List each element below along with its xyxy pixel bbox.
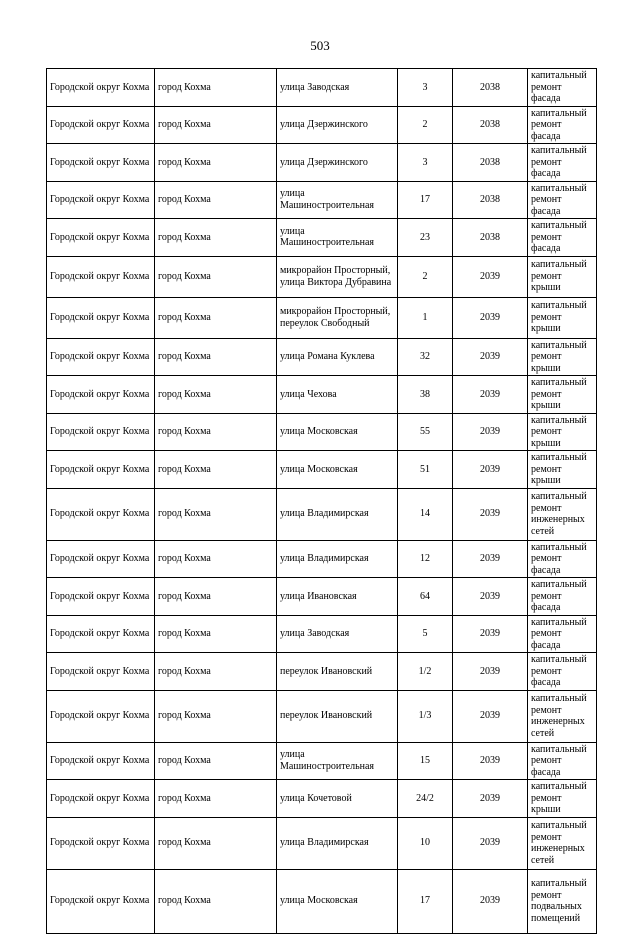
city-cell: город Кохма (155, 181, 277, 219)
municipality-cell: Городской округ Кохма (47, 69, 155, 107)
house-number-cell: 2 (398, 256, 453, 297)
city-cell: город Кохма (155, 578, 277, 616)
city-cell: город Кохма (155, 144, 277, 182)
street-cell: улица Ивановская (277, 578, 398, 616)
house-number-cell: 51 (398, 451, 453, 489)
year-cell: 2039 (453, 780, 528, 818)
table-row (47, 615, 597, 653)
work-type-cell: капитальный ремонт инженерных сетей (528, 690, 597, 742)
repair-schedule-table (46, 68, 597, 934)
work-type-cell: капитальный ремонт инженерных сетей (528, 488, 597, 540)
house-number-cell: 10 (398, 817, 453, 869)
city-cell: город Кохма (155, 690, 277, 742)
street-cell: улица Дзержинского (277, 144, 398, 182)
table-row (47, 376, 597, 414)
municipality-cell: Городской округ Кохма (47, 653, 155, 691)
table-row (47, 106, 597, 144)
city-cell: город Кохма (155, 376, 277, 414)
table-row (47, 869, 597, 933)
year-cell: 2039 (453, 869, 528, 933)
municipality-cell: Городской округ Кохма (47, 780, 155, 818)
city-cell: город Кохма (155, 540, 277, 578)
street-cell: переулок Ивановский (277, 690, 398, 742)
municipality-cell: Городской округ Кохма (47, 376, 155, 414)
street-cell: улица Московская (277, 413, 398, 451)
house-number-cell: 1/2 (398, 653, 453, 691)
work-type-cell: капитальный ремонт подвальных помещений (528, 869, 597, 933)
city-cell: город Кохма (155, 817, 277, 869)
year-cell: 2039 (453, 653, 528, 691)
city-cell: город Кохма (155, 338, 277, 376)
municipality-cell: Городской округ Кохма (47, 106, 155, 144)
street-cell: улица Машиностроительная (277, 181, 398, 219)
year-cell: 2039 (453, 451, 528, 489)
municipality-cell: Городской округ Кохма (47, 578, 155, 616)
work-type-cell: капитальный ремонт фасада (528, 106, 597, 144)
table-row (47, 144, 597, 182)
year-cell: 2039 (453, 742, 528, 780)
city-cell: город Кохма (155, 106, 277, 144)
house-number-cell: 3 (398, 69, 453, 107)
municipality-cell: Городской округ Кохма (47, 338, 155, 376)
work-type-cell: капитальный ремонт фасада (528, 742, 597, 780)
table-row (47, 69, 597, 107)
work-type-cell: капитальный ремонт крыши (528, 780, 597, 818)
table-row (47, 817, 597, 869)
street-cell: улица Владимирская (277, 540, 398, 578)
year-cell: 2038 (453, 69, 528, 107)
house-number-cell: 5 (398, 615, 453, 653)
year-cell: 2039 (453, 297, 528, 338)
table-row (47, 780, 597, 818)
work-type-cell: капитальный ремонт крыши (528, 376, 597, 414)
street-cell: улица Машиностроительная (277, 219, 398, 257)
year-cell: 2038 (453, 106, 528, 144)
work-type-cell: капитальный ремонт инженерных сетей (528, 817, 597, 869)
house-number-cell: 1 (398, 297, 453, 338)
city-cell: город Кохма (155, 869, 277, 933)
city-cell: город Кохма (155, 488, 277, 540)
year-cell: 2039 (453, 413, 528, 451)
city-cell: город Кохма (155, 451, 277, 489)
page-number: 503 (310, 38, 330, 53)
street-cell: улица Машиностроительная (277, 742, 398, 780)
municipality-cell: Городской округ Кохма (47, 181, 155, 219)
house-number-cell: 38 (398, 376, 453, 414)
street-cell: улица Московская (277, 869, 398, 933)
work-type-cell: капитальный ремонт крыши (528, 256, 597, 297)
work-type-cell: капитальный ремонт фасада (528, 69, 597, 107)
municipality-cell: Городской округ Кохма (47, 451, 155, 489)
street-cell: улица Романа Куклева (277, 338, 398, 376)
house-number-cell: 24/2 (398, 780, 453, 818)
table-row (47, 338, 597, 376)
work-type-cell: капитальный ремонт крыши (528, 297, 597, 338)
street-cell: микрорайон Просторный, улица Виктора Дубравина (277, 256, 398, 297)
city-cell: город Кохма (155, 256, 277, 297)
municipality-cell: Городской округ Кохма (47, 869, 155, 933)
table-row (47, 540, 597, 578)
house-number-cell: 32 (398, 338, 453, 376)
municipality-cell: Городской округ Кохма (47, 690, 155, 742)
table-row (47, 297, 597, 338)
municipality-cell: Городской округ Кохма (47, 256, 155, 297)
street-cell: микрорайон Просторный, переулок Свободный (277, 297, 398, 338)
municipality-cell: Городской округ Кохма (47, 615, 155, 653)
house-number-cell: 12 (398, 540, 453, 578)
municipality-cell: Городской округ Кохма (47, 488, 155, 540)
work-type-cell: капитальный ремонт фасада (528, 578, 597, 616)
table-row (47, 219, 597, 257)
municipality-cell: Городской округ Кохма (47, 817, 155, 869)
city-cell: город Кохма (155, 297, 277, 338)
work-type-cell: капитальный ремонт фасада (528, 653, 597, 691)
city-cell: город Кохма (155, 219, 277, 257)
work-type-cell: капитальный ремонт фасада (528, 181, 597, 219)
year-cell: 2039 (453, 256, 528, 297)
street-cell: улица Заводская (277, 69, 398, 107)
house-number-cell: 1/3 (398, 690, 453, 742)
work-type-cell: капитальный ремонт фасада (528, 219, 597, 257)
municipality-cell: Городской округ Кохма (47, 297, 155, 338)
street-cell: улица Владимирская (277, 488, 398, 540)
year-cell: 2039 (453, 488, 528, 540)
work-type-cell: капитальный ремонт крыши (528, 338, 597, 376)
work-type-cell: капитальный ремонт крыши (528, 413, 597, 451)
city-cell: город Кохма (155, 69, 277, 107)
table-body (47, 69, 597, 934)
table-row (47, 413, 597, 451)
city-cell: город Кохма (155, 413, 277, 451)
year-cell: 2039 (453, 817, 528, 869)
house-number-cell: 14 (398, 488, 453, 540)
work-type-cell: капитальный ремонт крыши (528, 451, 597, 489)
work-type-cell: капитальный ремонт фасада (528, 540, 597, 578)
municipality-cell: Городской округ Кохма (47, 413, 155, 451)
year-cell: 2039 (453, 615, 528, 653)
municipality-cell: Городской округ Кохма (47, 219, 155, 257)
house-number-cell: 17 (398, 181, 453, 219)
street-cell: улица Чехова (277, 376, 398, 414)
house-number-cell: 2 (398, 106, 453, 144)
house-number-cell: 3 (398, 144, 453, 182)
house-number-cell: 64 (398, 578, 453, 616)
house-number-cell: 23 (398, 219, 453, 257)
house-number-cell: 55 (398, 413, 453, 451)
street-cell: улица Московская (277, 451, 398, 489)
year-cell: 2039 (453, 578, 528, 616)
city-cell: город Кохма (155, 780, 277, 818)
municipality-cell: Городской округ Кохма (47, 144, 155, 182)
street-cell: улица Заводская (277, 615, 398, 653)
year-cell: 2038 (453, 144, 528, 182)
city-cell: город Кохма (155, 615, 277, 653)
street-cell: улица Дзержинского (277, 106, 398, 144)
house-number-cell: 15 (398, 742, 453, 780)
table-row (47, 578, 597, 616)
year-cell: 2039 (453, 690, 528, 742)
year-cell: 2039 (453, 540, 528, 578)
year-cell: 2039 (453, 338, 528, 376)
work-type-cell: капитальный ремонт фасада (528, 615, 597, 653)
year-cell: 2038 (453, 181, 528, 219)
work-type-cell: капитальный ремонт фасада (528, 144, 597, 182)
street-cell: переулок Ивановский (277, 653, 398, 691)
year-cell: 2039 (453, 376, 528, 414)
table-row (47, 742, 597, 780)
year-cell: 2038 (453, 219, 528, 257)
table-row (47, 181, 597, 219)
street-cell: улица Владимирская (277, 817, 398, 869)
table-row (47, 653, 597, 691)
house-number-cell: 17 (398, 869, 453, 933)
table-row (47, 256, 597, 297)
city-cell: город Кохма (155, 742, 277, 780)
table-row (47, 451, 597, 489)
street-cell: улица Кочетовой (277, 780, 398, 818)
table-row (47, 690, 597, 742)
municipality-cell: Городской округ Кохма (47, 742, 155, 780)
municipality-cell: Городской округ Кохма (47, 540, 155, 578)
city-cell: город Кохма (155, 653, 277, 691)
table-row (47, 488, 597, 540)
